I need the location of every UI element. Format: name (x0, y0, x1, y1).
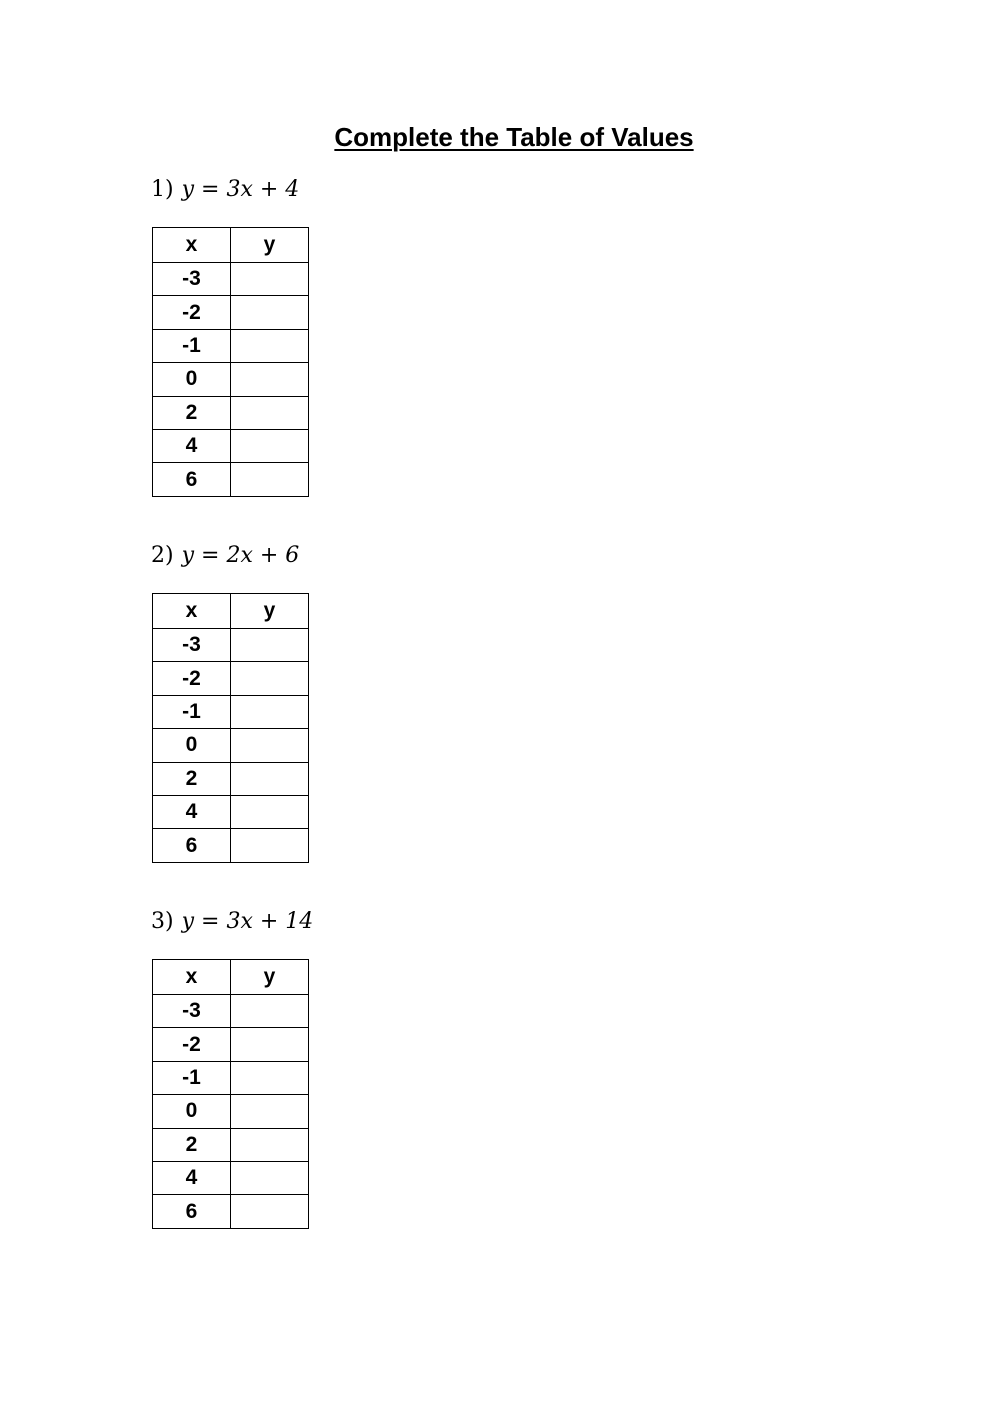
header-y: y (231, 594, 309, 629)
table-row (153, 463, 309, 496)
y-answer-cell[interactable] (231, 1161, 309, 1194)
table-row (153, 795, 309, 828)
x-cell: -1 (153, 695, 231, 728)
table-row (153, 363, 309, 396)
y-answer-cell[interactable] (231, 363, 309, 396)
table-row (153, 695, 309, 728)
table-row (153, 1195, 309, 1228)
y-answer-cell[interactable] (231, 263, 309, 296)
table-header-row (153, 228, 309, 263)
table-header-row (153, 594, 309, 629)
y-answer-cell[interactable] (231, 695, 309, 728)
header-x: x (153, 960, 231, 995)
table-of-values-1 (152, 227, 309, 497)
page-title: Complete the Table of Values (334, 122, 694, 152)
table-row (153, 1028, 309, 1061)
x-cell: -2 (153, 1028, 231, 1061)
x-cell: -3 (153, 263, 231, 296)
x-cell: 2 (153, 762, 231, 795)
table-row (153, 829, 309, 862)
x-cell: 4 (153, 429, 231, 462)
x-cell: -2 (153, 296, 231, 329)
header-x: x (153, 594, 231, 629)
header-y: y (231, 960, 309, 995)
y-answer-cell[interactable] (231, 662, 309, 695)
x-cell: -1 (153, 329, 231, 362)
table-row (153, 396, 309, 429)
y-answer-cell[interactable] (231, 1061, 309, 1094)
y-answer-cell[interactable] (231, 329, 309, 362)
table-row (153, 1095, 309, 1128)
table-row (153, 762, 309, 795)
problem-number: 2) (151, 543, 174, 568)
table-row (153, 1128, 309, 1161)
y-answer-cell[interactable] (231, 629, 309, 662)
equation-text: y = 3x + 4 (181, 177, 300, 202)
table-row (153, 995, 309, 1028)
x-cell: -3 (153, 995, 231, 1028)
y-answer-cell[interactable] (231, 296, 309, 329)
table-row (153, 729, 309, 762)
table-of-values-3 (152, 959, 309, 1229)
problem-2 (151, 541, 309, 863)
y-answer-cell[interactable] (231, 995, 309, 1028)
problem-3 (151, 907, 313, 1229)
y-answer-cell[interactable] (231, 1128, 309, 1161)
x-cell: 6 (153, 1195, 231, 1228)
table-row (153, 662, 309, 695)
y-answer-cell[interactable] (231, 729, 309, 762)
x-cell: 0 (153, 1095, 231, 1128)
problem-3-equation (151, 907, 313, 937)
problem-2-equation (151, 541, 309, 571)
x-cell: -1 (153, 1061, 231, 1094)
table-row (153, 296, 309, 329)
y-answer-cell[interactable] (231, 396, 309, 429)
x-cell: -2 (153, 662, 231, 695)
equation-text: y = 2x + 6 (181, 543, 300, 568)
table-header-row (153, 960, 309, 995)
problem-1-equation (151, 175, 309, 205)
table-row (153, 629, 309, 662)
x-cell: 4 (153, 1161, 231, 1194)
y-answer-cell[interactable] (231, 829, 309, 862)
table-row (153, 429, 309, 462)
x-cell: 0 (153, 363, 231, 396)
table-row (153, 1061, 309, 1094)
problem-number: 1) (151, 177, 174, 202)
x-cell: 2 (153, 1128, 231, 1161)
header-x: x (153, 228, 231, 263)
x-cell: 4 (153, 795, 231, 828)
problem-1 (151, 175, 309, 497)
y-answer-cell[interactable] (231, 463, 309, 496)
problem-number: 3) (151, 909, 174, 934)
y-answer-cell[interactable] (231, 429, 309, 462)
y-answer-cell[interactable] (231, 795, 309, 828)
table-row (153, 1161, 309, 1194)
table-row (153, 329, 309, 362)
table-of-values-2 (152, 593, 309, 863)
x-cell: 2 (153, 396, 231, 429)
header-y: y (231, 228, 309, 263)
y-answer-cell[interactable] (231, 1095, 309, 1128)
x-cell: 6 (153, 829, 231, 862)
y-answer-cell[interactable] (231, 762, 309, 795)
x-cell: -3 (153, 629, 231, 662)
x-cell: 6 (153, 463, 231, 496)
y-answer-cell[interactable] (231, 1195, 309, 1228)
table-row (153, 263, 309, 296)
x-cell: 0 (153, 729, 231, 762)
equation-text: y = 3x + 14 (181, 909, 314, 934)
y-answer-cell[interactable] (231, 1028, 309, 1061)
